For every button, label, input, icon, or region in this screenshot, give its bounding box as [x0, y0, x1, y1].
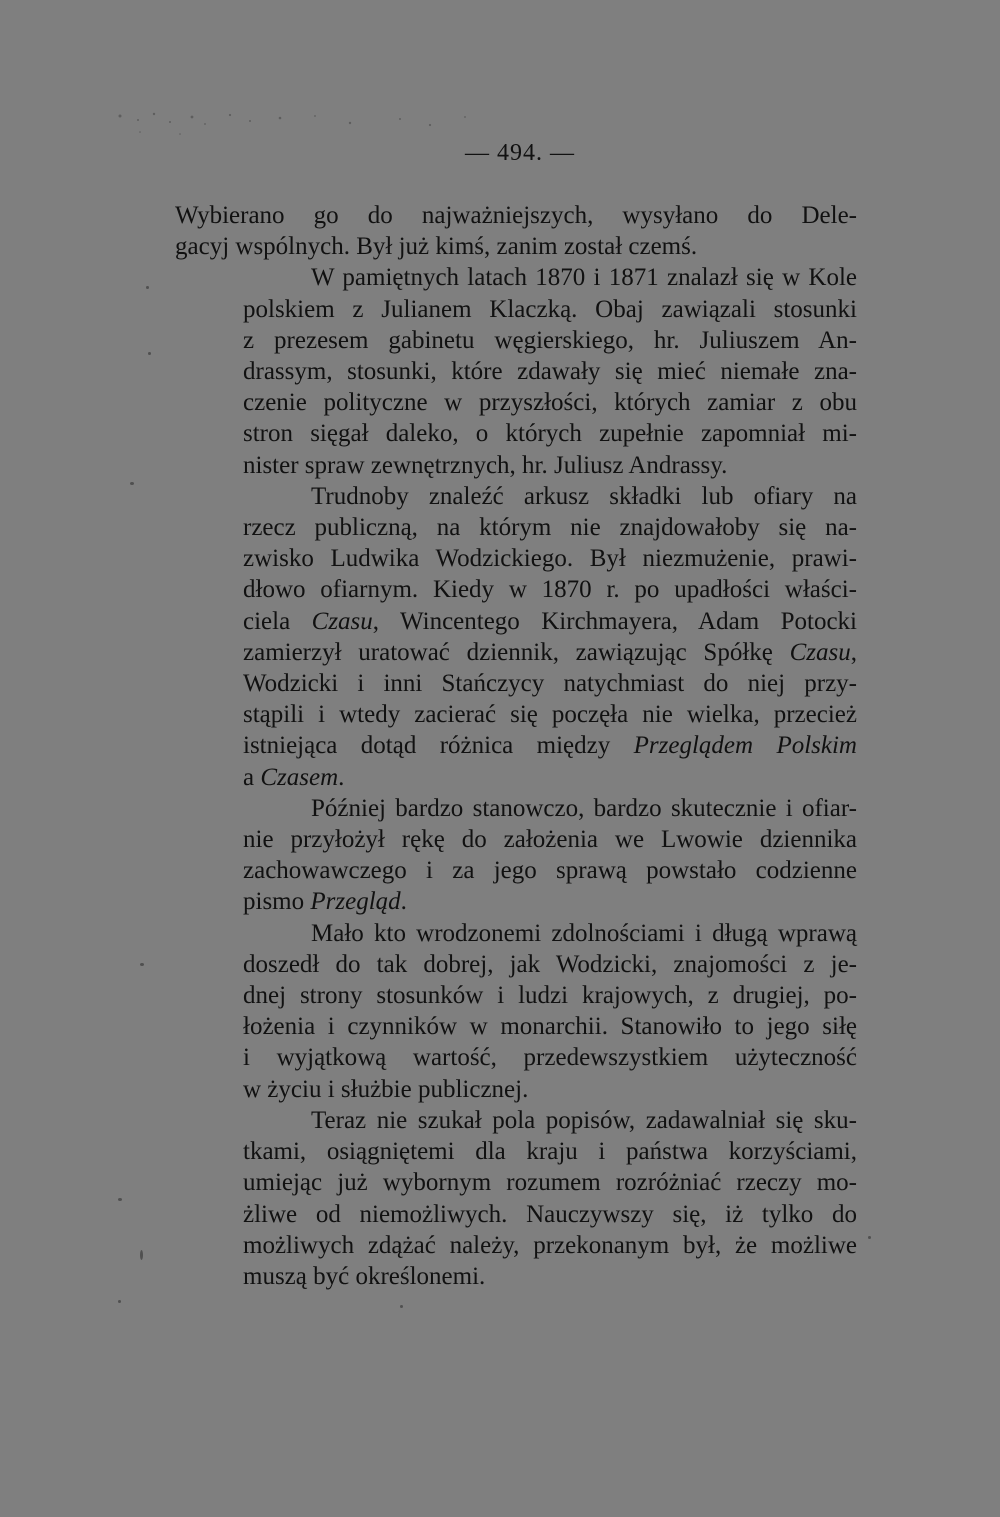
text-run: . — [338, 763, 345, 791]
text-line — [175, 824, 857, 855]
text-line — [175, 668, 857, 699]
text-line — [175, 574, 857, 605]
text-run: polskiem z Julianem Klaczką. Obaj zawiązali stosunki — [243, 295, 857, 323]
text-run: umiejąc już wybornym rozumem rozróżniać rzeczy mo- — [243, 1169, 857, 1197]
text-line — [175, 418, 857, 449]
text-line — [175, 606, 857, 637]
text-run: muszą być określonemi. — [243, 1262, 486, 1290]
text-line — [175, 294, 857, 325]
text-line — [175, 387, 857, 418]
text-line — [175, 1042, 857, 1073]
text-run: Wodzicki i inni Stańczycy natychmiast do niej przy- — [243, 670, 857, 698]
text-run: , — [850, 638, 857, 666]
text-line — [175, 356, 857, 387]
text-run: czenie polityczne w przyszłości, których zamiar z obu — [243, 389, 857, 417]
paragraph — [175, 918, 857, 1105]
text-line — [175, 200, 857, 231]
text-line — [175, 325, 857, 356]
text-run: łożenia i czynników w monarchii. Stanowiło to jego siłę — [243, 1013, 857, 1041]
text-line — [175, 481, 857, 512]
text-line — [175, 918, 857, 949]
text-line — [175, 637, 857, 668]
text-run: . — [400, 888, 407, 916]
text-line — [175, 886, 857, 917]
scan-speck — [400, 1305, 403, 1308]
text-run: nister spraw zewnętrznych, hr. Juliusz Andrassy. — [243, 451, 728, 479]
text-run: w życiu i służbie publicznej. — [243, 1075, 529, 1103]
paragraph — [175, 481, 857, 793]
paragraph — [175, 200, 857, 262]
text-line — [175, 980, 857, 1011]
scan-noise — [110, 108, 490, 138]
text-line — [175, 1199, 857, 1230]
paragraph — [175, 793, 857, 918]
text-line — [175, 1074, 857, 1105]
text-line — [175, 512, 857, 543]
text-line — [175, 543, 857, 574]
text-run: zamierzył uratować dziennik, zawiązując Spółkę — [243, 638, 790, 666]
text-line — [175, 1230, 857, 1261]
text-run: nie przyłożył rękę do założenia we Lwowie dziennika — [243, 826, 857, 854]
text-run: a — [243, 763, 261, 791]
text-run: Trudnoby znaleźć arkusz składki lub ofiary na — [311, 482, 857, 510]
text-run: stąpili i wtedy zacierać się poczęła nie wielka, przecież — [243, 701, 857, 729]
italic-title: Czasem — [260, 763, 339, 791]
text-run: z prezesem gabinetu węgierskiego, hr. Juliuszem An- — [243, 326, 857, 354]
text-run: doszedł do tak dobrej, jak Wodzicki, znajomości z je- — [243, 950, 857, 978]
italic-title: Przeglądem Polskim — [633, 732, 857, 760]
scan-speck — [118, 1300, 121, 1303]
italic-title: Czasu — [311, 607, 373, 635]
page-number: — 494. — — [465, 140, 575, 166]
text-run: drassym, stosunki, które zdawały się mieć niemałe zna- — [243, 358, 857, 386]
scan-speck — [868, 1236, 871, 1239]
text-line — [175, 730, 857, 761]
scan-speck — [130, 482, 134, 485]
paragraph — [175, 1105, 857, 1292]
text-run: Później bardzo stanowczo, bardzo skutecznie i ofiar- — [311, 794, 857, 822]
text-run: stron sięgał daleko, o których zupełnie zapomniał mi- — [243, 420, 857, 448]
scan-speck — [146, 286, 149, 289]
text-run: ciela — [243, 607, 312, 635]
scan-speck — [140, 963, 144, 966]
text-run: gacyj wspólnych. Był już kimś, zanim został czemś. — [175, 233, 698, 261]
text-run: Teraz nie szukał pola popisów, zadawalniał się sku- — [311, 1106, 857, 1134]
text-run: zwisko Ludwika Wodzickiego. Był niezmużenie, prawi- — [243, 545, 857, 573]
text-line — [175, 699, 857, 730]
text-line — [175, 450, 857, 481]
scan-speck — [140, 1250, 143, 1260]
text-run: W pamiętnych latach 1870 i 1871 znalazł się w Kole — [311, 264, 857, 292]
text-line — [175, 1261, 857, 1292]
paragraph — [175, 262, 857, 480]
text-run: dłowo ofiarnym. Kiedy w 1870 r. po upadłości właści- — [243, 576, 857, 604]
text-run: zachowawczego i za jego sprawą powstało codzienne — [243, 857, 857, 885]
scan-speck — [118, 1198, 122, 1201]
text-run: Mało kto wrodzonemi zdolnościami i długą wprawą — [311, 919, 857, 947]
text-run: Wybierano go do najważniejszych, wysyłano do Dele- — [175, 202, 857, 229]
text-run: możliwych zdążać należy, przekonanym był, że możliwe — [243, 1231, 857, 1259]
text-line — [175, 949, 857, 980]
text-line — [175, 262, 857, 293]
scan-speck — [148, 352, 151, 355]
text-line — [175, 1011, 857, 1042]
text-line — [175, 1167, 857, 1198]
text-run: , Wincentego Kirchmayera, Adam Potocki — [372, 607, 857, 635]
italic-title: Przegląd — [310, 888, 401, 916]
text-line — [175, 855, 857, 886]
text-run: istniejąca dotąd różnica między — [243, 732, 634, 760]
body-text — [175, 200, 857, 1292]
text-line — [175, 1136, 857, 1167]
text-run: i wyjątkową wartość, przedewszystkiem użyteczność — [243, 1044, 857, 1072]
text-run: dnej strony stosunków i ludzi krajowych, z drugiej, po- — [243, 982, 857, 1010]
text-run: tkami, osiągniętemi dla kraju i państwa korzyściami, — [243, 1138, 857, 1166]
text-line — [175, 231, 857, 262]
italic-title: Czasu — [789, 638, 851, 666]
text-line — [175, 793, 857, 824]
text-line — [175, 762, 857, 793]
text-run: żliwe od niemożliwych. Nauczywszy się, iż tylko do — [243, 1200, 857, 1228]
text-line — [175, 1105, 857, 1136]
text-run: pismo — [243, 888, 311, 916]
text-run: rzecz publiczną, na którym nie znajdowałoby się na- — [243, 514, 857, 542]
